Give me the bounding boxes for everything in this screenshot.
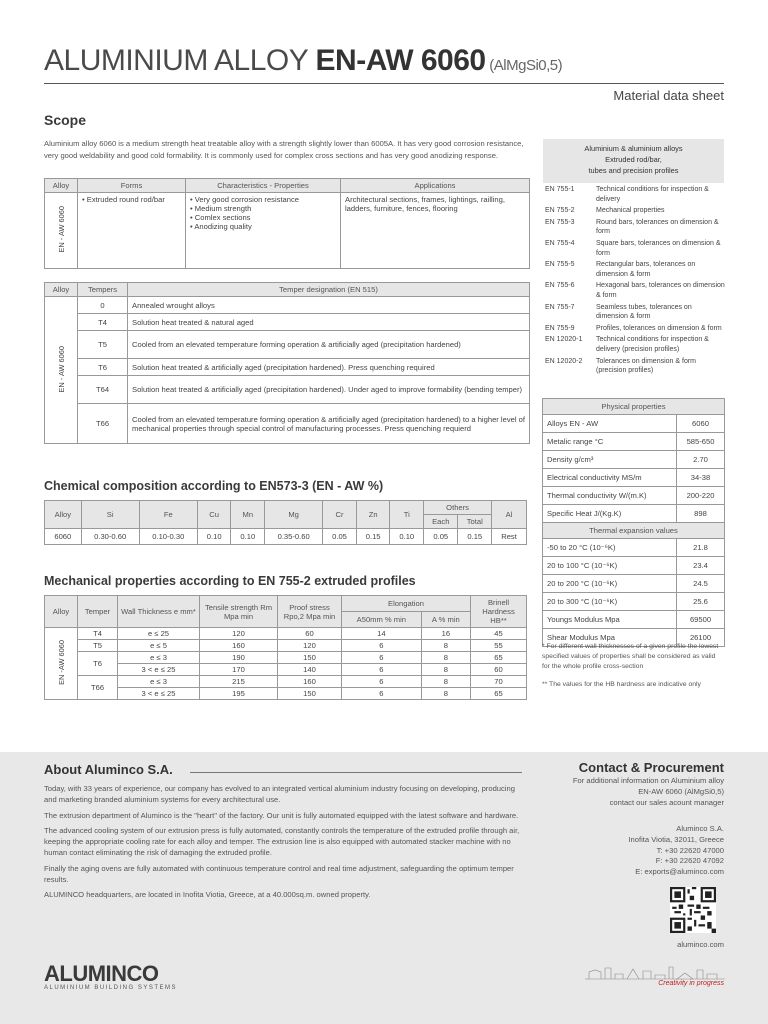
designation-cell: Cooled from an elevated temperature forming operation & artificially aged (precipitation hardened) to a higher level of mechanical properties through special control of manufacturing processes. Press quenching requierd xyxy=(128,404,530,444)
table-row xyxy=(543,469,725,487)
col-header: Cr xyxy=(323,501,357,529)
prop-value: 23.4 xyxy=(677,557,725,575)
rp-cell: 150 xyxy=(278,652,342,664)
norm-desc: Technical conditions for inspection & delivery (precision profiles) xyxy=(596,336,709,353)
chem-header xyxy=(45,501,527,515)
wall-cell: e ≤ 3 xyxy=(118,652,200,664)
norm-code: EN 755-3 xyxy=(545,218,575,226)
col-header: Forms xyxy=(78,179,186,193)
about-paragraph: The advanced cooling system of our extrusion press is fully automated, constantly controls the temperature of the extruded profile through air, keeping the appropriate cooling rate for each alloy and temper. The extrusion line is also equipped with automated stacker machine with no human contact eliminating the risk of damaging the extruded profile. xyxy=(44,826,520,857)
company-location: Inofita Viotia, 32011, Greece xyxy=(628,834,724,844)
rm-cell: 195 xyxy=(200,688,278,700)
list-item xyxy=(545,260,725,279)
wall-cell: e ≤ 25 xyxy=(118,628,200,640)
prop-value: 25.6 xyxy=(677,593,725,611)
table-row xyxy=(543,557,725,575)
about-paragraph: ALUMINCO headquarters, are located in Inofita Viotia, Greece, at a 40.000sq.m. owned property. xyxy=(44,890,371,900)
qr-code-icon xyxy=(670,887,716,933)
rp-cell: 60 xyxy=(278,628,342,640)
norm-desc: Rectangular bars, tolerances on dimension & form xyxy=(596,261,696,278)
footnote: * For different wall thicknesses of a given profile the lowest specified values of properties shall be considered as valid for the whole profile cross-section xyxy=(542,643,719,670)
temper-cell: T4 xyxy=(78,314,128,331)
a-cell: 8 xyxy=(421,652,470,664)
norm-code: EN 755-7 xyxy=(545,303,575,311)
prop-label: Metalic range °C xyxy=(543,433,677,451)
rm-cell: 215 xyxy=(200,676,278,688)
chem-cell: 0.35-0.60 xyxy=(265,529,323,545)
table-row xyxy=(45,404,530,444)
a-cell: 8 xyxy=(421,676,470,688)
table-row xyxy=(543,415,725,433)
norms-title-line: Extruded rod/bar, xyxy=(605,155,662,164)
tagline: Creativity in progress xyxy=(658,980,724,987)
section-header: Physical properties xyxy=(543,399,725,415)
col-header: Characteristics - Properties xyxy=(186,179,341,193)
characteristic-item: • Comlex sections xyxy=(190,213,251,222)
chem-cell: 0.30-0.60 xyxy=(81,529,139,545)
col-header: Wall Thickness e mm* xyxy=(118,596,200,628)
col-header: Brinell Hardness HB** xyxy=(471,596,527,628)
table-row xyxy=(543,539,725,557)
footnote: ** The values for the HB hardness are indicative only xyxy=(542,681,701,688)
chem-cell: 0.10-0.30 xyxy=(139,529,197,545)
norm-desc: Mechanical properties xyxy=(596,207,665,215)
col-header: Alloy xyxy=(45,179,78,193)
list-item xyxy=(545,335,725,354)
list-item xyxy=(545,324,725,334)
alloy-table xyxy=(44,178,530,269)
table-row xyxy=(45,331,530,359)
norms-title-line: Aluminium & aluminium alloys xyxy=(584,144,683,153)
designation-cell: Annealed wrought alloys xyxy=(128,297,530,314)
prop-value: 24.5 xyxy=(677,575,725,593)
chem-cell: 0.05 xyxy=(323,529,357,545)
contact-heading: Contact & Procurement xyxy=(578,760,724,775)
title-composition: (AlMgSi0,5) xyxy=(485,57,563,74)
prop-label: Density g/cm³ xyxy=(543,451,677,469)
alloy-cell xyxy=(45,297,78,444)
temper-cell: 0 xyxy=(78,297,128,314)
wall-cell: e ≤ 5 xyxy=(118,640,200,652)
about-heading: About Aluminco S.A. xyxy=(44,762,173,777)
about-rule xyxy=(190,772,522,773)
norm-code: EN 755-2 xyxy=(545,207,575,215)
norm-code: EN 12020-2 xyxy=(545,357,583,365)
section-header: Thermal expansion values xyxy=(543,523,725,539)
rp-cell: 150 xyxy=(278,688,342,700)
rp-cell: 160 xyxy=(278,676,342,688)
norm-code: EN 755-9 xyxy=(545,324,575,332)
prop-value: 21.8 xyxy=(677,539,725,557)
prop-label: 20 to 200 °C (10⁻⁶K) xyxy=(543,575,677,593)
footer xyxy=(0,752,768,1024)
chem-heading: Chemical composition according to EN573-3 (EN - AW %) xyxy=(44,479,384,493)
norm-desc: Profiles, tolerances on dimension & form xyxy=(596,324,722,332)
norm-code: EN 755-1 xyxy=(545,186,575,193)
hb-cell: 65 xyxy=(471,688,527,700)
temper-cell: T6 xyxy=(78,652,118,676)
prop-label: 20 to 300 °C (10⁻⁶K) xyxy=(543,593,677,611)
temper-cell: T5 xyxy=(78,640,118,652)
prop-label: -50 to 20 °C (10⁻⁶K) xyxy=(543,539,677,557)
table-row xyxy=(45,314,530,331)
a-cell: 8 xyxy=(421,688,470,700)
prop-value: 26100 xyxy=(677,629,725,647)
temper-cell: T4 xyxy=(78,628,118,640)
characteristic-item: • Anodizing quality xyxy=(190,222,252,231)
norms-header-box xyxy=(543,139,724,183)
prop-label: Electrical conductivity MS/m xyxy=(543,469,677,487)
a50-cell: 14 xyxy=(342,628,422,640)
col-subheader: A % min xyxy=(421,612,470,628)
table-row xyxy=(45,676,527,688)
a50-cell: 6 xyxy=(342,652,422,664)
physical-properties-table xyxy=(542,398,725,647)
alloy-name: EN - AW 6060 xyxy=(56,206,66,253)
scope-text: Aluminium alloy 6060 is a medium strength heat treatable alloy with a strength slightly lower than 6005A. It has very good corrosion resistance, very good weldability and good cold formability. It is commonly used for complex cross sections and has very good anodizing response. xyxy=(44,139,524,160)
col-header: Cu xyxy=(197,501,231,529)
table-row xyxy=(45,359,530,376)
contact-intro-line: contact our sales acount manager xyxy=(609,797,724,807)
about-paragraph: The extrusion department of Aluminco is the "heart" of the factory. Our unit is fully automated equipped with the latest software and hardware. xyxy=(44,810,519,820)
logo-wordmark: ALUMINCO xyxy=(44,961,159,986)
list-item xyxy=(545,239,725,258)
norm-code: EN 755-5 xyxy=(545,261,575,269)
website-link[interactable]: aluminco.com xyxy=(677,940,724,949)
title-light: ALUMINIUM ALLOY xyxy=(44,44,316,77)
prop-label: 20 to 100 °C (10⁻⁶K) xyxy=(543,557,677,575)
mech-heading: Mechanical properties according to EN 755-2 extruded profiles xyxy=(44,574,416,588)
chem-cell: 6060 xyxy=(45,529,82,545)
chem-cell: 0.15 xyxy=(356,529,390,545)
prop-label: Thermal conductivity W/(m.K) xyxy=(543,487,677,505)
col-header: Tempers xyxy=(78,283,128,297)
chem-table xyxy=(44,500,527,545)
email-link[interactable]: E: exports@aluminco.com xyxy=(635,867,724,877)
col-header: Si xyxy=(81,501,139,529)
chem-cell: 0.15 xyxy=(458,529,492,545)
a50-cell: 6 xyxy=(342,664,422,676)
temper-cell: T5 xyxy=(78,331,128,359)
scope-heading: Scope xyxy=(44,112,87,128)
norm-desc: Round bars, tolerances on dimension & form xyxy=(596,218,719,236)
col-header: Alloy xyxy=(45,596,78,628)
chem-cell: 0.10 xyxy=(197,529,231,545)
prop-value: 2.70 xyxy=(677,451,725,469)
table-row xyxy=(45,297,530,314)
prop-value: 69500 xyxy=(677,611,725,629)
prop-value: 585-650 xyxy=(677,433,725,451)
hb-cell: 45 xyxy=(471,628,527,640)
col-header: Temper designation (EN 515) xyxy=(128,283,530,297)
table-row xyxy=(543,593,725,611)
prop-label: Alloys EN - AW xyxy=(543,415,677,433)
rp-cell: 140 xyxy=(278,664,342,676)
temper-cell: T6 xyxy=(78,359,128,376)
col-header: Ti xyxy=(390,501,424,529)
table-row xyxy=(45,376,530,404)
col-subheader: A50mm % min xyxy=(342,612,422,628)
a50-cell: 6 xyxy=(342,640,422,652)
wall-cell: 3 < e ≤ 25 xyxy=(118,688,200,700)
phone-number: T: +30 22620 47000 xyxy=(656,845,724,855)
about-paragraph: Finally the aging ovens are fully automated with continuous temperature control and real time adjustment, safeguarding the optimum temper results. xyxy=(44,863,514,884)
mech-table xyxy=(44,595,527,700)
rm-cell: 160 xyxy=(200,640,278,652)
characteristic-item: • Medium strength xyxy=(190,204,252,213)
chem-cell: Rest xyxy=(492,529,527,545)
col-header: Elongation xyxy=(342,596,471,612)
table-row xyxy=(45,529,527,545)
prop-value: 6060 xyxy=(677,415,725,433)
rm-cell: 190 xyxy=(200,652,278,664)
temper-cell: T66 xyxy=(78,676,118,700)
hb-cell: 65 xyxy=(471,652,527,664)
about-paragraph: Today, with 33 years of experience, our company has evolved to an integrated vertical aluminium industry focusing on developing, producing and marketing branded aluminium systems for every architectural use. xyxy=(44,784,515,804)
col-header: Applications xyxy=(341,179,530,193)
a50-cell: 6 xyxy=(342,688,422,700)
fax-number: F: +30 22620 47092 xyxy=(655,856,724,866)
hb-cell: 70 xyxy=(471,676,527,688)
col-header: Tensile strength Rm Mpa min xyxy=(200,596,278,628)
col-header: Alloy xyxy=(45,283,78,297)
table-row xyxy=(543,487,725,505)
table-row xyxy=(45,193,530,269)
phys-header xyxy=(543,399,725,415)
norm-code: EN 755-6 xyxy=(545,282,575,290)
table-row xyxy=(45,652,527,664)
list-item xyxy=(545,357,725,376)
table-row xyxy=(45,628,527,640)
wall-cell: e ≤ 3 xyxy=(118,676,200,688)
col-subheader: Total xyxy=(458,515,492,529)
hb-cell: 55 xyxy=(471,640,527,652)
chem-cell: 0.10 xyxy=(390,529,424,545)
rp-cell: 120 xyxy=(278,640,342,652)
hb-cell: 60 xyxy=(471,664,527,676)
list-item xyxy=(545,281,725,300)
alloy-cell xyxy=(45,628,78,700)
designation-cell: Solution heat treated & artificially aged (precipitation hardened). Press quenching required xyxy=(128,359,530,376)
col-header: Mg xyxy=(265,501,323,529)
list-item xyxy=(545,206,725,216)
norms-title-line: tubes and precision profiles xyxy=(588,166,679,175)
contact-intro xyxy=(524,776,724,808)
page-subtitle: Material data sheet xyxy=(613,88,724,103)
footnotes xyxy=(542,642,724,698)
prop-label: Shear Modulus Mpa xyxy=(543,629,677,647)
chem-cell: 0.10 xyxy=(231,529,265,545)
table-row xyxy=(543,575,725,593)
norm-desc: Square bars, tolerances on dimension & form xyxy=(596,239,721,257)
col-header: Mn xyxy=(231,501,265,529)
temper-table xyxy=(44,282,530,444)
table-row xyxy=(543,611,725,629)
thermal-header xyxy=(543,523,725,539)
col-header: Temper xyxy=(78,596,118,628)
norm-desc: Seamless tubes, tolerances on dimension & form xyxy=(596,303,692,321)
norms-title xyxy=(543,139,724,176)
about-body xyxy=(44,784,522,906)
col-header: Fe xyxy=(139,501,197,529)
norm-code: EN 12020-1 xyxy=(545,336,583,344)
characteristics-cell xyxy=(186,193,341,269)
list-item xyxy=(545,185,725,204)
a-cell: 8 xyxy=(421,664,470,676)
norm-desc: Tolerances on dimension & form (precision profiles) xyxy=(596,357,696,375)
characteristic-item: • Very good corrosion resistance xyxy=(190,195,300,204)
prop-value: 898 xyxy=(677,505,725,523)
rm-cell: 170 xyxy=(200,664,278,676)
col-header: Zn xyxy=(356,501,390,529)
norm-desc: Technical conditions for inspection & delivery xyxy=(596,186,709,203)
logo-subtitle: ALUMINIUM BUILDING SYSTEMS xyxy=(44,985,178,991)
temper-cell: T66 xyxy=(78,404,128,444)
table-row xyxy=(45,640,527,652)
header-rule xyxy=(44,83,724,84)
col-header: Alloy xyxy=(45,501,82,529)
alloy-cell xyxy=(45,193,78,269)
table-row xyxy=(543,505,725,523)
table-row xyxy=(45,688,527,700)
forms-cell: • Extruded round rod/bar xyxy=(78,193,186,269)
norms-list xyxy=(545,185,725,378)
temper-cell: T64 xyxy=(78,376,128,404)
col-header: Al xyxy=(492,501,527,529)
designation-cell: Cooled from an elevated temperature forming operation & artificially aged (precipitation hardened) xyxy=(128,331,530,359)
applications-cell: Architectural sections, frames, lightings, railling, ladders, furniture, fences, flooring xyxy=(341,193,530,269)
rm-cell: 120 xyxy=(200,628,278,640)
col-header: Others xyxy=(424,501,492,515)
aluminco-logo xyxy=(44,961,177,991)
contact-address xyxy=(524,824,724,878)
title-bold: EN-AW 6060 xyxy=(315,44,486,77)
prop-label: Youngs Modulus Mpa xyxy=(543,611,677,629)
prop-value: 34-38 xyxy=(677,469,725,487)
alloy-name: EN -AW 6060 xyxy=(56,640,66,685)
company-name: Aluminco S.A. xyxy=(676,824,724,833)
contact-intro-line: For additional information on Aluminium alloy xyxy=(572,776,724,785)
col-header: Proof stress Rpo,2 Mpa min xyxy=(278,596,342,628)
prop-value: 200-220 xyxy=(677,487,725,505)
a-cell: 8 xyxy=(421,640,470,652)
table-row xyxy=(45,664,527,676)
table-row xyxy=(543,451,725,469)
wall-cell: 3 < e ≤ 25 xyxy=(118,664,200,676)
norm-code: EN 755-4 xyxy=(545,239,575,247)
a-cell: 16 xyxy=(421,628,470,640)
skyline-illustration-icon xyxy=(585,964,725,980)
contact-intro-line: EN-AW 6060 (AlMgSi0,5) xyxy=(638,786,724,796)
list-item xyxy=(545,303,725,322)
temper-table-header xyxy=(45,283,530,297)
a50-cell: 6 xyxy=(342,676,422,688)
page-title xyxy=(44,44,562,78)
designation-cell: Solution heat treated & natural aged xyxy=(128,314,530,331)
table-row xyxy=(543,433,725,451)
prop-label: Specific Heat J/(Kg.K) xyxy=(543,505,677,523)
alloy-name: EN - AW 6060 xyxy=(56,345,66,393)
norm-desc: Hexagonal bars, tolerances on dimension & form xyxy=(596,282,725,299)
designation-cell: Solution heat treated & artificially aged (precipitation hardened). Under aged to improve formability (bending temper) xyxy=(128,376,530,404)
alloy-table-header xyxy=(45,179,530,193)
col-subheader: Each xyxy=(424,515,458,529)
mech-header xyxy=(45,596,527,612)
chem-cell: 0.05 xyxy=(424,529,458,545)
list-item xyxy=(545,218,725,237)
